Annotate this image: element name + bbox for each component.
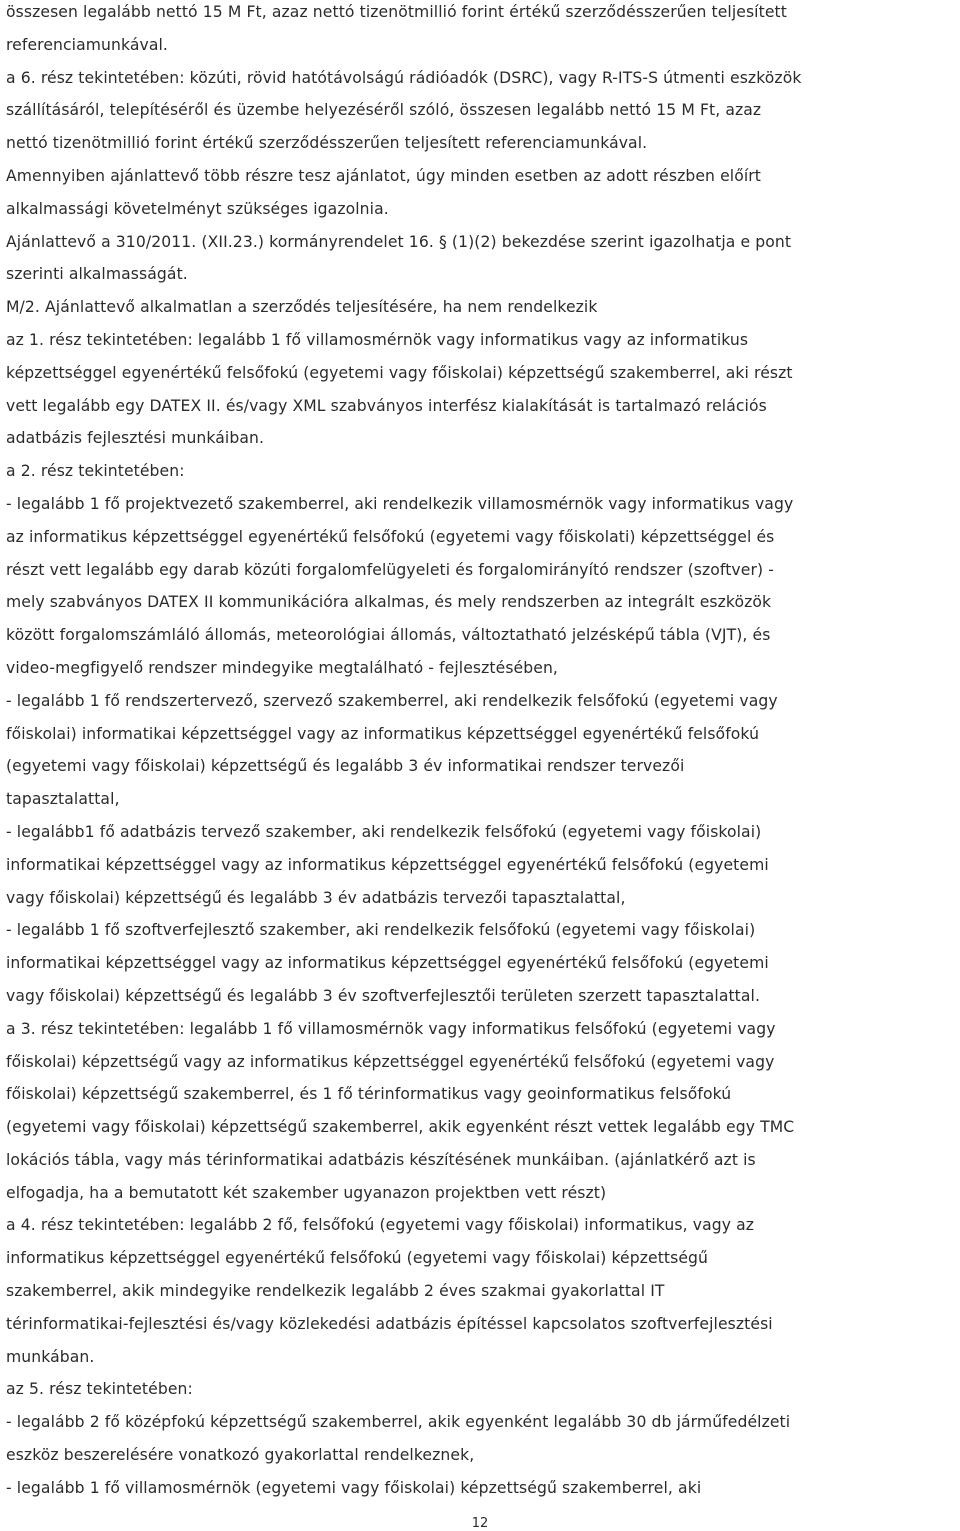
text-line: szállításáról, telepítéséről és üzembe helyezéséről szóló, összesen legalább nettó 15 M Ft, azaz xyxy=(6,101,762,120)
text-line: között forgalomszámláló állomás, meteorológiai állomás, változtatható jelzésképű tábla (VJT), és xyxy=(6,626,771,645)
text-line: szerinti alkalmasságát. xyxy=(6,265,188,284)
text-line: mely szabványos DATEX II kommunikációra alkalmas, és mely rendszerben az integrált eszközök xyxy=(6,593,772,612)
text-line: (egyetemi vagy főiskolai) képzettségű szakemberrel, akik egyenként részt vettek legalább egy TMC xyxy=(6,1118,795,1137)
text-line: a 4. rész tekintetében: legalább 2 fő, felsőfokú (egyetemi vagy főiskolai) informatikus, vagy az xyxy=(6,1216,755,1235)
text-line: részt vett legalább egy darab közúti forgalomfelügyeleti és forgalomirányító rendszer (szoftver) - xyxy=(6,560,774,579)
text-line: az informatikus képzettséggel egyenértékű felsőfokú (egyetemi vagy főiskolati) képzettséggel és xyxy=(6,527,775,546)
text-line: szakemberrel, akik mindegyike rendelkezik legalább 2 éves szakmai gyakorlattal IT xyxy=(6,1282,665,1301)
text-line: nettó tizenötmillió forint értékű szerződésszerűen teljesített referenciamunkával. xyxy=(6,134,648,153)
text-line: az 5. rész tekintetében: xyxy=(6,1380,193,1399)
text-line: összesen legalább nettó 15 M Ft, azaz nettó tizenötmillió forint értékű szerződésszerűen teljesített xyxy=(6,3,787,21)
text-line: vagy főiskolai) képzettségű és legalább 3 év adatbázis tervezői tapasztalattal, xyxy=(6,888,626,907)
text-line: vagy főiskolai) képzettségű és legalább 3 év szoftverfejlesztői területen szerzett tapasztalattal. xyxy=(6,986,761,1005)
text-line: térinformatikai-fejlesztési és/vagy közlekedési adatbázis építéssel kapcsolatos szoftverfejlesztési xyxy=(6,1314,773,1333)
text-line: adatbázis fejlesztési munkáiban. xyxy=(6,429,265,448)
text-line: - legalább 1 fő villamosmérnök (egyetemi vagy főiskolai) képzettségű szakemberrel, aki xyxy=(6,1478,702,1497)
text-line: informatikai képzettséggel vagy az informatikus képzettséggel egyenértékű felsőfokú (egyetemi xyxy=(6,954,769,973)
text-line: - legalább 1 fő szoftverfejlesztő szakember, aki rendelkezik felsőfokú (egyetemi vagy főiskolai) xyxy=(6,921,756,940)
text-line: a 6. rész tekintetében: közúti, rövid hatótávolságú rádióadók (DSRC), vagy R-ITS-S útmenti eszközök xyxy=(6,68,802,87)
text-line: eszköz beszerelésére vonatkozó gyakorlattal rendelkeznek, xyxy=(6,1446,475,1465)
text-line: - legalább 1 fő projektvezető szakemberrel, aki rendelkezik villamosmérnök vagy informatikus vagy xyxy=(6,494,794,513)
text-line: (egyetemi vagy főiskolai) képzettségű és legalább 3 év informatikai rendszer tervezői xyxy=(6,757,685,776)
text-line: főiskolai) képzettségű vagy az informatikus képzettséggel egyenértékű felsőfokú (egyetemi vagy xyxy=(6,1052,775,1071)
text-line: a 3. rész tekintetében: legalább 1 fő villamosmérnök vagy informatikus felsőfokú (egyetemi vagy xyxy=(6,1019,776,1038)
text-line: tapasztalattal, xyxy=(6,790,120,809)
text-line: referenciamunkával. xyxy=(6,35,168,54)
text-line: M/2. Ajánlattevő alkalmatlan a szerződés teljesítésére, ha nem rendelkezik xyxy=(6,298,598,317)
body-text xyxy=(6,0,954,1505)
text-line: Ajánlattevő a 310/2011. (XII.23.) kormányrendelet 16. § (1)(2) bekezdése szerint igazolhatja e pont xyxy=(6,232,792,251)
text-line: informatikus képzettséggel egyenértékű felsőfokú (egyetemi vagy főiskolai) képzettségű xyxy=(6,1249,709,1268)
text-line: munkában. xyxy=(6,1347,95,1366)
text-line: képzettséggel egyenértékű felsőfokú (egyetemi vagy főiskolai) képzettségű szakemberrel, aki részt xyxy=(6,363,793,382)
text-line: video-megfigyelő rendszer mindegyike megtalálható - fejlesztésében, xyxy=(6,658,558,677)
text-line: - legalább 2 fő középfokú képzettségű szakemberrel, akik egyenként legalább 30 db járműfedélzeti xyxy=(6,1413,791,1432)
text-line: az 1. rész tekintetében: legalább 1 fő villamosmérnök vagy informatikus vagy az informatikus xyxy=(6,330,749,349)
text-line: főiskolai) informatikai képzettséggel vagy az informatikus képzettséggel egyenértékű felsőfokú xyxy=(6,724,760,743)
text-line: informatikai képzettséggel vagy az informatikus képzettséggel egyenértékű felsőfokú (egyetemi xyxy=(6,855,769,874)
text-line: lokációs tábla, vagy más térinformatikai adatbázis készítésének munkáiban. (ajánlatkérő azt is xyxy=(6,1150,756,1169)
text-line: főiskolai) képzettségű szakemberrel, és 1 fő térinformatikus vagy geoinformatikus felsőfokú xyxy=(6,1085,732,1104)
text-line: a 2. rész tekintetében: xyxy=(6,462,185,481)
text-line: - legalább1 fő adatbázis tervező szakember, aki rendelkezik felsőfokú (egyetemi vagy főiskolai) xyxy=(6,822,762,841)
text-line: Amennyiben ajánlattevő több részre tesz ajánlatot, úgy minden esetben az adott részben előírt xyxy=(6,166,762,185)
text-line: elfogadja, ha a bemutatott két szakember ugyanazon projektben vett részt) xyxy=(6,1183,607,1202)
text-line: vett legalább egy DATEX II. és/vagy XML szabványos interfész kialakítását is tartalmazó relációs xyxy=(6,396,767,415)
text-line: - legalább 1 fő rendszertervező, szervező szakemberrel, aki rendelkezik felsőfokú (egyetemi vagy xyxy=(6,691,778,710)
text-line: alkalmassági követelményt szükséges igazolnia. xyxy=(6,199,389,218)
page-number: 12 xyxy=(471,1516,489,1531)
